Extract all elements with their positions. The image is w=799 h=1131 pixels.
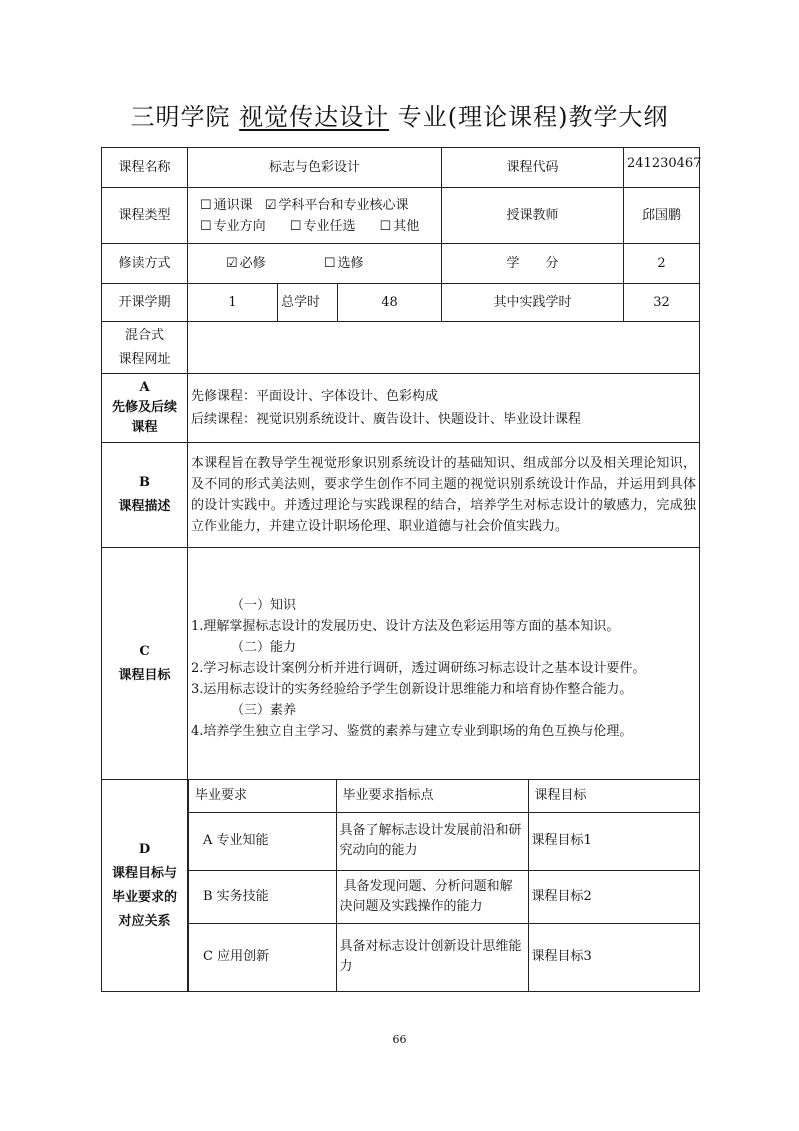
checkbox-checked-icon[interactable]: ☑	[226, 256, 238, 271]
mapping-header-indicator: 毕业要求指标点	[336, 780, 528, 812]
mode-option-elective[interactable]: ☐ 选修	[324, 256, 364, 271]
follow-up-courses: 后续课程：视觉识别系统设计、廣告设计、快题设计、毕业设计课程	[191, 412, 582, 427]
mapping-indicator: 具备对标志设计创新设计思维能力	[336, 923, 528, 991]
section-c-label: C 课程目标	[102, 548, 188, 780]
type-option-core[interactable]: ☑ 学科平台和专业核心课	[265, 198, 409, 213]
semester-value: 1	[188, 284, 278, 322]
mapping-goal: 课程目标1	[528, 812, 699, 870]
credit-label: 学 分	[442, 244, 624, 284]
page-title	[0, 97, 799, 132]
objective-item: 1.理解掌握标志设计的发展历史、设计方法及色彩运用等方面的基本知识。	[191, 619, 620, 634]
title-school: 三明学院	[130, 103, 231, 131]
course-code-value: 241230467	[624, 148, 700, 188]
section-b-label: B 课程描述	[102, 443, 188, 548]
mapping-indicator: 具备了解标志设计发展前沿和研究动向的能力	[336, 812, 528, 870]
course-description: 本课程旨在教导学生视觉形象识别系统设计的基础知识、组成部分以及相关理论知识，及不同的形式美法则，要求学生创作不同主题的视觉识别系统设计作品，并运用到具体的设计实践中。并透过理论与实践课程的结合，培养学生对标志设计的敏感力，完成独立作业能力，并建立设计职场伦理、职业道德与社会价值实践力。	[188, 443, 700, 548]
checkbox-icon[interactable]: ☐	[200, 197, 212, 213]
type-option-direction[interactable]: ☐ 专业方向	[200, 219, 266, 234]
mapping-table	[189, 780, 699, 991]
table-row	[189, 870, 699, 923]
syllabus-table	[101, 147, 700, 992]
course-objectives	[188, 548, 700, 780]
hybrid-url-value	[188, 322, 700, 374]
checkbox-icon[interactable]: ☐	[379, 218, 392, 234]
section-a-content	[188, 374, 700, 443]
teacher-label: 授课教师	[442, 188, 624, 244]
course-type-label: 课程类型	[102, 188, 188, 244]
practice-hours-label: 其中实践学时	[442, 284, 624, 322]
mode-option-required[interactable]: ☑ 必修	[226, 256, 266, 271]
objective-item: 2.学习标志设计案例分析并进行调研，透过调研练习标志设计之基本设计要件。	[191, 661, 646, 676]
section-a-label: A 先修及后续 课程	[102, 374, 188, 443]
practice-hours-value: 32	[624, 284, 700, 322]
checkbox-icon[interactable]: ☐	[200, 218, 212, 234]
checkbox-icon[interactable]: ☐	[289, 218, 302, 234]
objective-item: 3.运用标志设计的实务经验给予学生创新设计思维能力和培育协作整合能力。	[191, 682, 633, 697]
mapping-header-goal: 课程目标	[528, 780, 699, 812]
title-suffix: 专业(理论课程)教学大纲	[397, 103, 669, 131]
credit-value: 2	[624, 244, 700, 284]
objective-heading-knowledge: （一）知识	[231, 598, 297, 613]
course-name-value: 标志与色彩设计	[188, 148, 442, 188]
study-mode-options	[188, 244, 442, 284]
course-type-options	[188, 188, 442, 244]
title-major: 视觉传达设计	[239, 103, 390, 131]
mapping-goal: 课程目标3	[528, 923, 699, 991]
objective-heading-ability: （二）能力	[231, 640, 297, 655]
section-d-label: D 课程目标与 毕业要求的 对应关系	[102, 780, 188, 992]
hybrid-url-label: 混合式 课程网址	[102, 322, 188, 374]
mapping-requirement: B 实务技能	[189, 870, 336, 923]
course-code-label: 课程代码	[442, 148, 624, 188]
study-mode-label: 修读方式	[102, 244, 188, 284]
mapping-indicator: 具备发现问题、分析问题和解决问题及实践操作的能力	[336, 870, 528, 923]
mapping-requirement: C 应用创新	[189, 923, 336, 991]
mapping-header-requirement: 毕业要求	[189, 780, 336, 812]
mapping-requirement: A 专业知能	[189, 812, 336, 870]
checkbox-icon[interactable]: ☐	[323, 256, 336, 271]
objective-item: 4.培养学生独立自主学习、鉴赏的素养与建立专业到职场的角色互换与伦理。	[191, 724, 633, 739]
table-row	[189, 812, 699, 870]
mapping-goal: 课程目标2	[528, 870, 699, 923]
type-option-elective[interactable]: ☐ 专业任选	[290, 219, 356, 234]
total-hours-label: 总学时	[278, 284, 338, 322]
teacher-value: 邱国鹏	[624, 188, 700, 244]
table-row	[189, 923, 699, 991]
checkbox-checked-icon[interactable]: ☑	[264, 197, 277, 213]
type-option-general[interactable]: ☐ 通识课	[200, 198, 253, 213]
total-hours-value: 48	[338, 284, 442, 322]
objective-heading-literacy: （三）素养	[231, 703, 297, 718]
course-name-label: 课程名称	[102, 148, 188, 188]
type-option-other[interactable]: ☐ 其他	[380, 219, 420, 234]
prerequisite-courses: 先修课程：平面设计、字体设计、色彩构成	[191, 389, 439, 404]
page-number: 66	[392, 1033, 407, 1046]
semester-label: 开课学期	[102, 284, 188, 322]
mapping-cell	[188, 780, 700, 992]
